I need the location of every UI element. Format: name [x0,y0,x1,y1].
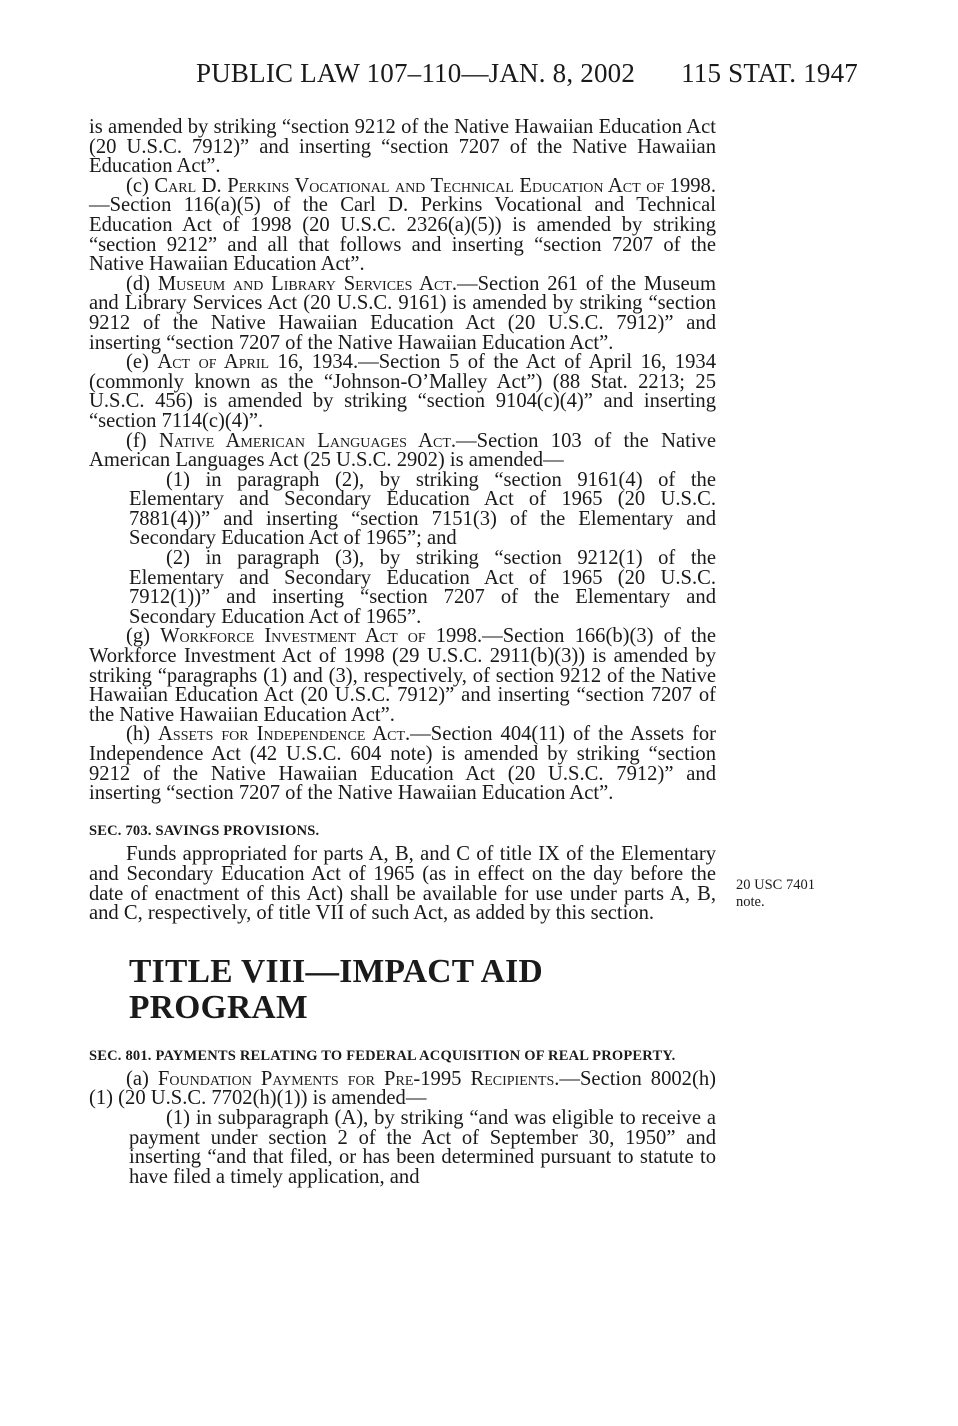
margin-note-suffix: note. [736,894,765,910]
body-text [89,118,716,1187]
margin-note-citation: 20 USC 7401 [736,877,815,893]
subsection-801a-heading: Foundation Payments for Pre-1995 Recipients. [157,1067,560,1090]
subsection-g: (g) Workforce Investment Act of 1998.—Section 166(b)(3) of the Workforce Investment Act of 1998 (29 U.S.C. 2911(b)(3)) is amended by striking “paragraphs (1) and (3), respectively, of section 9212 of the Native Hawaiian Education Act (20 U.S.C. 7912)” and inserting “section 7207 of the Native Hawaiian Education Act”. [89,625,716,726]
subsection-h-heading: Assets for Independence Act. [158,723,411,746]
title-heading: TITLE VIII—IMPACT AID PROGRAM [129,952,543,1026]
subsection-e-heading: Act of April 16, 1934. [157,351,359,374]
subsection-d: (d) Museum and Library Services Act.—Section 261 of the Museum and Library Services Act (20 U.S.C. 9161) is amended by striking “section 9212 of the Native Hawaiian Education Act (20 U.S.C. 7912)” and inserting “section 7207 of the Native Hawaiian Education Act”. [89,272,716,354]
header-stat-page: 115 STAT. 1947 [681,58,858,88]
subsection-f-heading: Native American Languages Act. [158,429,457,452]
subsection-c-heading: Carl D. Perkins Vocational and Technical Education Act of 1998. [154,174,716,197]
paragraph-801a1: (1) in subparagraph (A), by striking “and was eligible to receive a payment under section 2 of the Act of September 30, 1950” and inserting “and that filed, or has been determined pursuant to statute to have filed a timely application, and [129,1106,716,1188]
section-703-heading: SEC. 703. SAVINGS PROVISIONS. [89,822,320,839]
subsection-g-heading: Workforce Investment Act of 1998. [160,625,483,648]
paragraph-continuation: is amended by striking “section 9212 of the Native Hawaiian Education Act (20 U.S.C. 7912)” and inserting “section 7207 of the Native Hawaiian Education Act”. [89,116,716,178]
subsection-d-heading: Museum and Library Services Act. [157,272,457,295]
subsection-f: (f) Native American Languages Act.—Section 103 of the Native American Languages Act (25 U.S.C. 2902) is amended— [89,429,716,472]
subsection-e: (e) Act of April 16, 1934.—Section 5 of the Act of April 16, 1934 (commonly known as the “Johnson-O’Malley Act”) (88 Stat. 2213; 25 U.S.C. 456) is amended by striking “section 9104(c)(4)” and inserting “section 7114(c)(4)”. [89,351,716,432]
margin-note [736,877,846,911]
header-public-law: PUBLIC LAW 107–110—JAN. 8, 2002 [196,58,636,88]
section-703-text: Funds appropriated for parts A, B, and C of title IX of the Elementary and Secondary Education Act of 1965 (as in effect on the day before the date of enactment of this Act) shall be available for use under parts A, B, and C, respectively, of title VII of such Act, as added by this section. [89,843,716,925]
subsection-c: (c) Carl D. Perkins Vocational and Technical Education Act of 1998.—Section 116(a)(5) of the Carl D. Perkins Vocational and Technical Education Act of 1998 (20 U.S.C. 2326(a)(5)) is amended by striking “section 9212” and all that follows and inserting “section 7207 of the Native Hawaiian Education Act”. [89,174,716,276]
section-801-heading: SEC. 801. PAYMENTS RELATING TO FEDERAL ACQUISITION OF REAL PROPERTY. [89,1047,676,1064]
subsection-h: (h) Assets for Independence Act.—Section 404(11) of the Assets for Independence Act (42 U.S.C. 604 note) is amended by striking “section 9212 of the Native Hawaiian Education Act (20 U.S.C. 7912)” and inserting “section 7207 of the Native Hawaiian Education Act”. [89,723,716,805]
paragraph-f1: (1) in paragraph (2), by striking “section 9161(4) of the Elementary and Secondary Education Act of 1965 (20 U.S.C. 7881(4))” and inserting “section 7151(3) of the Elementary and Secondary Education Act of 1965”; and [129,468,716,550]
paragraph-f2: (2) in paragraph (3), by striking “section 9212(1) of the Elementary and Secondary Education Act of 1965 (20 U.S.C. 7912(1))” and inserting “section 7207 of the Elementary and Secondary Education Act of 1965”. [129,547,716,628]
subsection-801a: (a) Foundation Payments for Pre-1995 Recipients.—Section 8002(h)(1) (20 U.S.C. 7702(h)(1)) is amended— [89,1067,716,1110]
